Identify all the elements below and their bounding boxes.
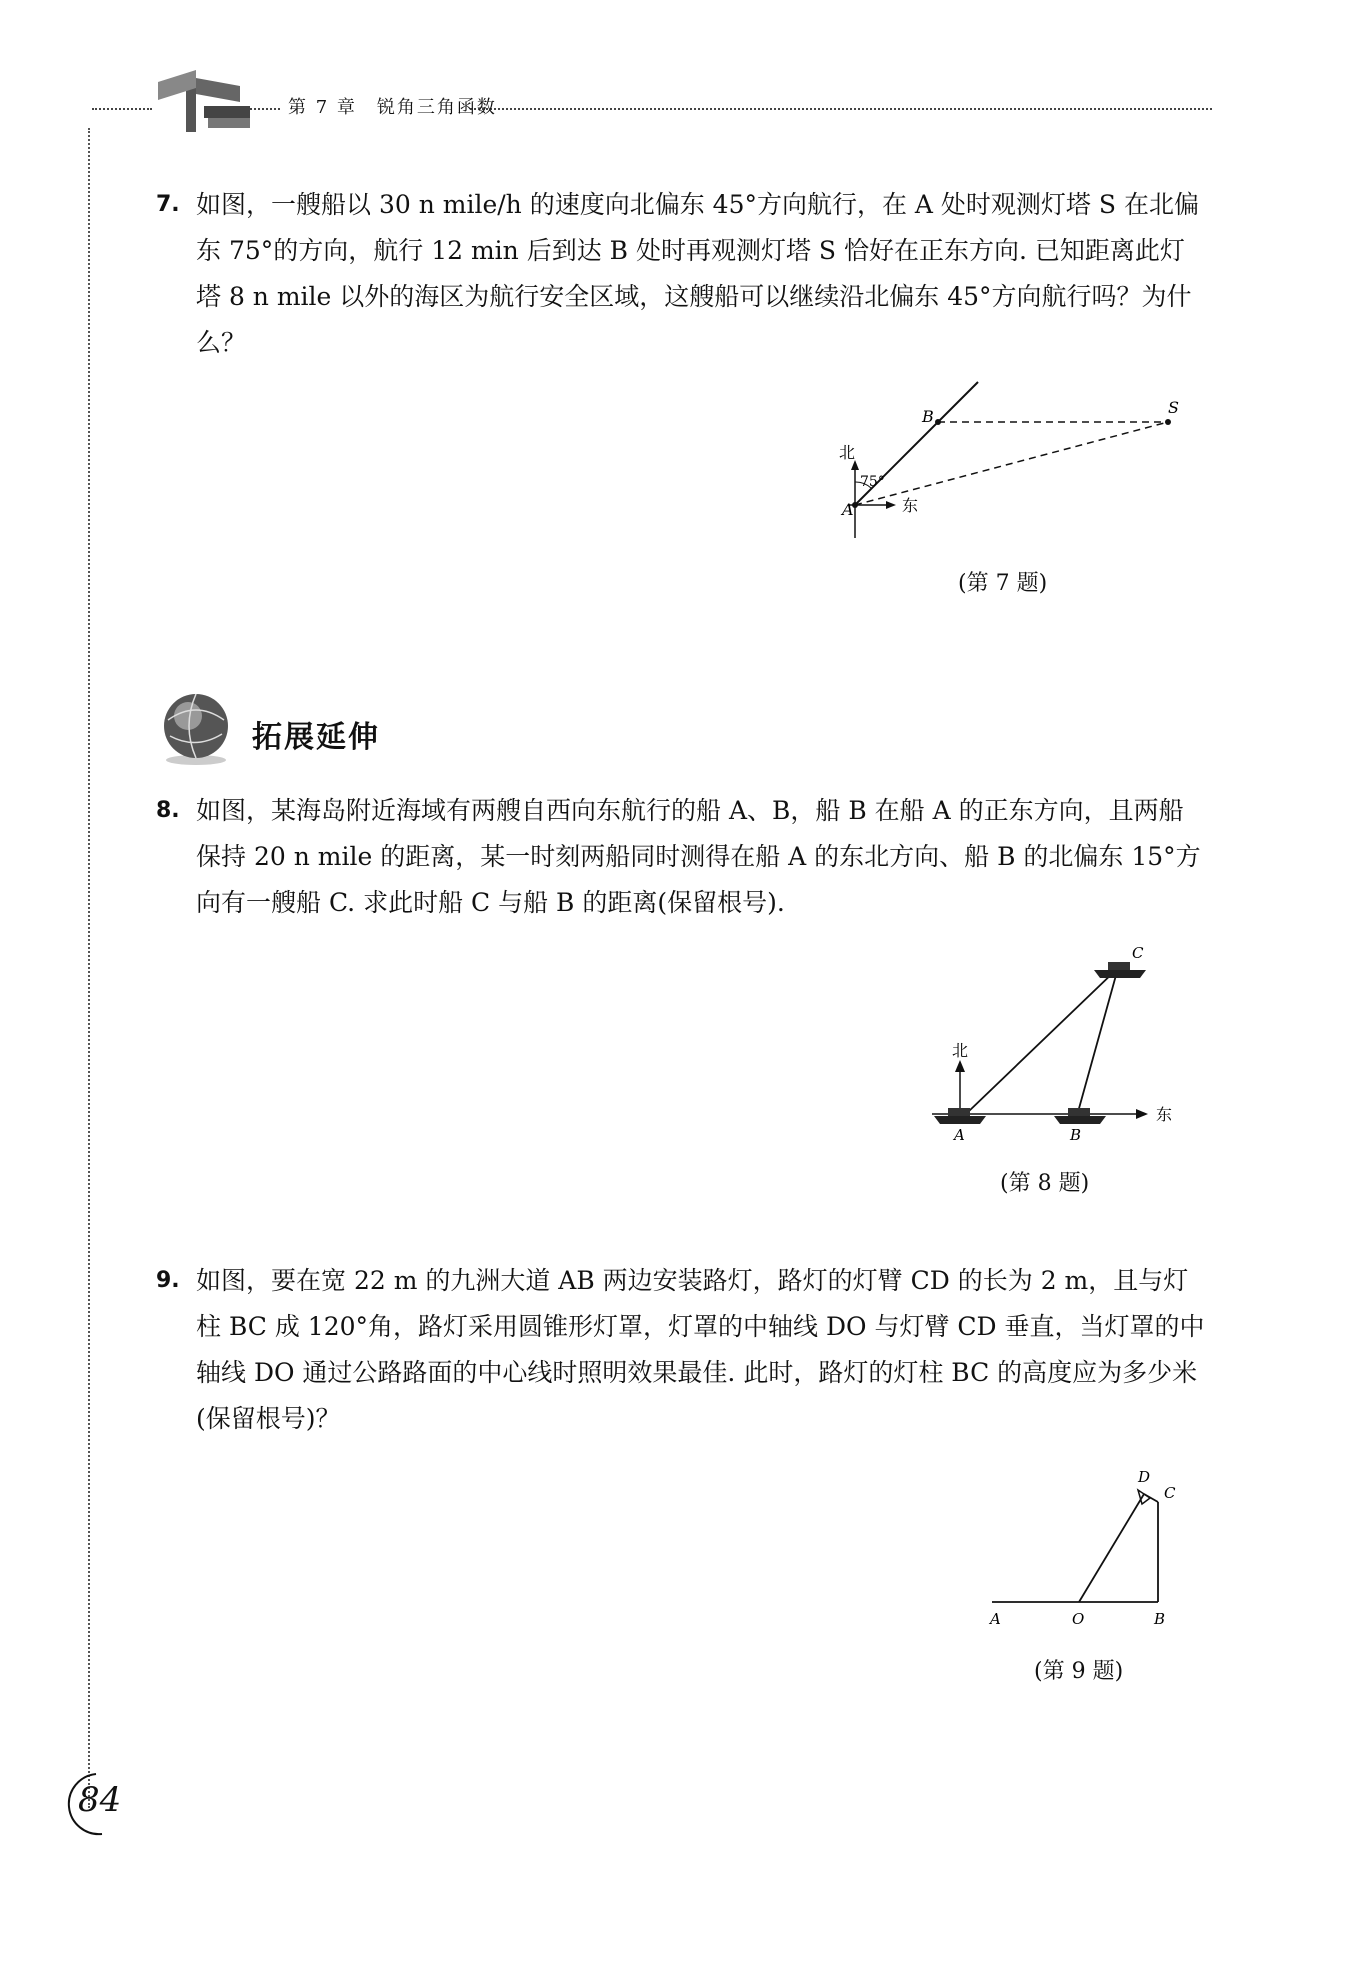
ship-a-icon xyxy=(934,1108,986,1124)
chapter-emblem-icon xyxy=(148,56,258,136)
axis-do xyxy=(1079,1494,1144,1602)
label-d: D xyxy=(1138,1468,1151,1486)
label-s: S xyxy=(1168,398,1179,417)
a-c-line xyxy=(968,968,1118,1112)
figure-8 xyxy=(920,940,1180,1140)
label-o: O xyxy=(1072,1610,1085,1628)
label-b: B xyxy=(922,407,934,426)
a-s-line xyxy=(855,422,1168,505)
label-b: B xyxy=(1070,1126,1082,1140)
b-c-line xyxy=(1078,968,1118,1112)
ship-b-icon xyxy=(1054,1108,1106,1124)
question-8 xyxy=(158,788,1208,926)
figure-7 xyxy=(830,370,1210,550)
caption-9: (第 9 题) xyxy=(1034,1659,1124,1684)
header-rule-mid xyxy=(250,108,280,110)
question-7 xyxy=(158,182,1208,366)
question-number: 7. xyxy=(156,192,180,217)
east-arrow xyxy=(886,501,896,509)
label-angle: 75° xyxy=(860,474,885,490)
caption-7: (第 7 题) xyxy=(958,571,1048,596)
label-a: A xyxy=(954,1126,965,1140)
left-margin-rule xyxy=(88,128,90,1808)
label-b: B xyxy=(1154,1610,1166,1628)
caption-8: (第 8 题) xyxy=(1000,1171,1090,1196)
globe-icon xyxy=(158,690,234,766)
label-north: 北 xyxy=(951,1041,969,1060)
section-title: 拓展延伸 xyxy=(252,720,380,755)
question-number: 8. xyxy=(156,798,180,823)
question-text: 如图，一艘船以 30 n mile/h 的速度向北偏东 45°方向航行，在 A 处时观测灯塔 S 在北偏东 75°的方向，航行 12 min 后到达 B 处时再观测灯塔 S 恰好在正东方向. 已知距离此灯塔 8 n mile 以外的海区为航行安全区域，这艘船可以继续沿北偏东 45°方向航行吗？为什么？ xyxy=(196,190,1199,357)
question-number: 9. xyxy=(156,1268,180,1293)
label-c: C xyxy=(1164,1484,1176,1502)
label-north: 北 xyxy=(838,443,856,462)
ship-c-icon xyxy=(1094,962,1146,978)
label-a: A xyxy=(842,500,854,519)
page-number: 84 xyxy=(78,1780,122,1820)
label-c: C xyxy=(1132,944,1144,962)
point-s xyxy=(1165,419,1171,425)
header-rule-left xyxy=(92,108,152,110)
question-9 xyxy=(158,1258,1208,1442)
question-text: 如图，要在宽 22 m 的九洲大道 AB 两边安装路灯，路灯的灯臂 CD 的长为 2 m，且与灯柱 BC 成 120°角，路灯采用圆锥形灯罩，灯罩的中轴线 DO 与灯臂 CD 垂直，当灯罩的中轴线 DO 通过公路路面的中心线时照明效果最佳. 此时，路灯的灯柱 BC 的高度应为多少米(保留根号)？ xyxy=(196,1266,1205,1433)
chapter-title: 第 7 章 锐角三角函数 xyxy=(288,97,497,118)
point-b xyxy=(935,419,941,425)
label-a: A xyxy=(990,1610,1001,1628)
question-text: 如图，某海岛附近海域有两艘自西向东航行的船 A、B，船 B 在船 A 的正东方向，且两船保持 20 n mile 的距离，某一时刻两船同时测得在船 A 的东北方向、船 B 的北偏东 15°方向有一艘船 C. 求此时船 C 与船 B 的距离(保留根号). xyxy=(196,796,1201,917)
label-east: 东 xyxy=(1156,1105,1173,1124)
north-arrow xyxy=(955,1060,965,1072)
figure-9 xyxy=(980,1460,1200,1630)
label-east: 东 xyxy=(902,496,919,515)
header-rule-right xyxy=(470,108,1212,110)
east-arrow xyxy=(1136,1109,1148,1119)
